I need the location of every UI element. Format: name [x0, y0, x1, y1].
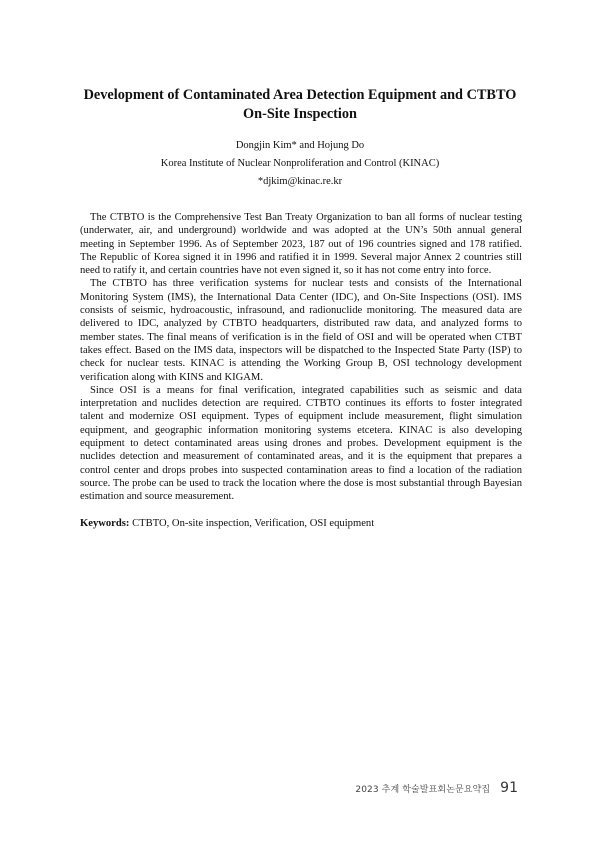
keywords	[80, 518, 522, 529]
affiliation: Korea Institute of Nuclear Nonproliferation and Control (KINAC)	[160, 158, 440, 169]
authors: Dongjin Kim* and Hojung Do	[235, 140, 365, 151]
paper-title	[60, 86, 540, 124]
abstract-paragraph: The CTBTO has three verification systems for nuclear tests and consists of the International Monitoring System (IMS), the International Data Center (IDC), and On-Site Inspections (OSI). IMS consists of seismic, hydroacoustic, infrasound, and radionuclide monitoring. The measured data are delivered to IDC, analyzed by CTBTO headquarters, distributed raw data, and analyzed forms to member states. The final means of verification is in the field of OSI and will be operated when CTBT takes effect. Based on the IMS data, inspectors will be dispatched to the Inspected State Party (ISP) to check for nuclear tests. KINAC is attending the Working Group B, OSI technology development verification along with KINS and KIGAM.	[80, 278, 522, 383]
abstract-body	[80, 211, 522, 504]
page-number: 91	[500, 780, 518, 796]
title-line-1: Development of Contaminated Area Detection Equipment and CTBTO	[83, 87, 517, 103]
page-footer	[355, 780, 518, 796]
author-email: *djkim@kinac.re.kr	[257, 176, 343, 187]
title-line-2: On-Site Inspection	[243, 106, 357, 122]
keywords-text: CTBTO, On-site inspection, Verification, OSI equipment	[129, 518, 375, 529]
keywords-label: Keywords:	[80, 518, 130, 529]
abstract-paragraph: The CTBTO is the Comprehensive Test Ban Treaty Organization to ban all forms of nuclear testing (underwater, air, and underground) worldwide and was adopted at the UN’s 50th annual general meeting in September 1996. As of September 2023, 187 out of 196 countries signed and 178 ratified. The Republic of Korea signed it in 1996 and ratified it in 1999. Several major Annex 2 countries still need to ratify it, and certain countries have not even signed it, so it has not come entry into force.	[80, 212, 522, 277]
journal-name: 2023 추계 학술발표회논문요약집	[355, 785, 491, 795]
abstract-paragraph: Since OSI is a means for final verification, integrated capabilities such as seismic and data interpretation and nuclides detection are required. CTBTO continues its efforts to foster integrated talent and modernize OSI equipment. Types of equipment include measurement, flight simulation equipment, and geographic information monitoring systems etcetera. KINAC is also developing equipment to detect contaminated areas using drones and probes. Development equipment is the nuclides detection and measurement of contaminated areas, and it is the equipment that prepares a control center and drops probes into suspected contamination areas to find a location of the radiation source. The probe can be used to track the location where the dose is most substantial through Bayesian estimation and source measurement.	[80, 384, 522, 503]
